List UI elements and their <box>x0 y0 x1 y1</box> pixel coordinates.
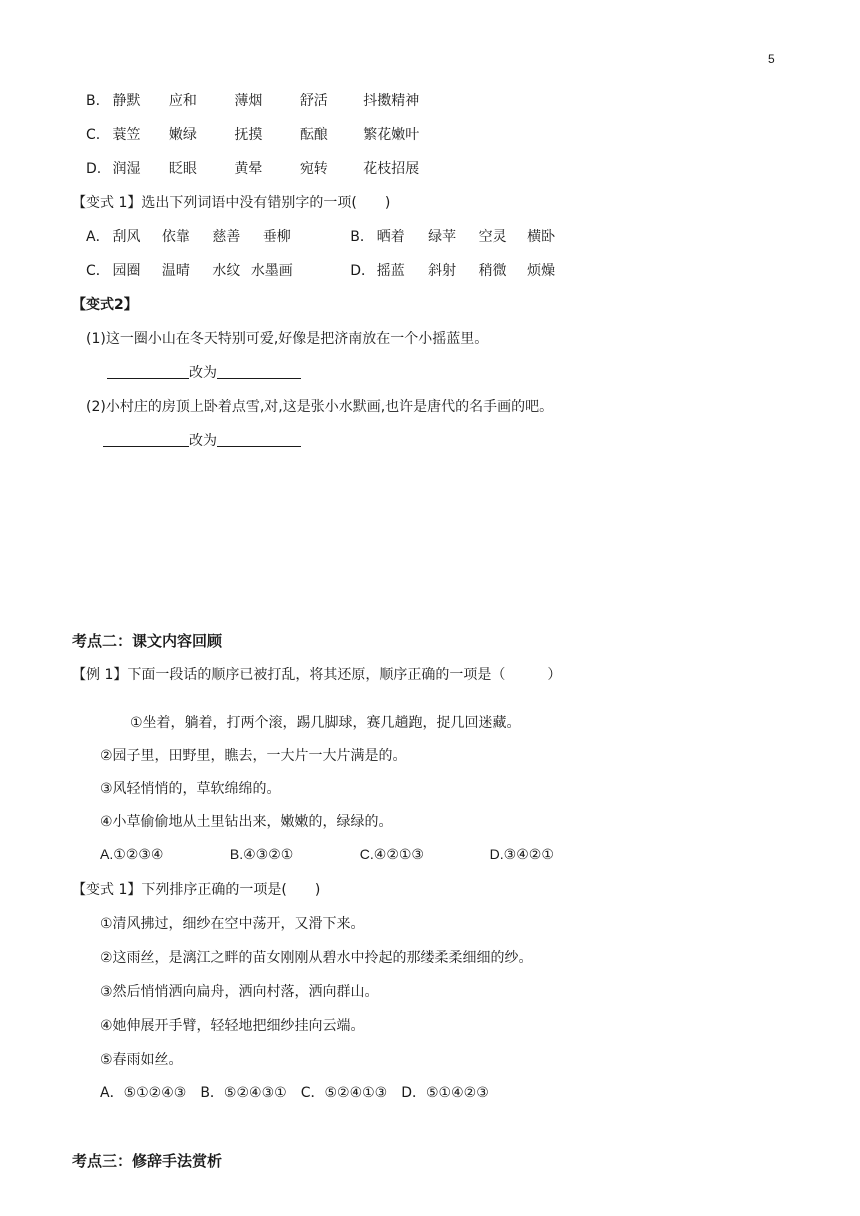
word: 静默 <box>112 93 141 109</box>
variant-title: 【变式 1】下列排序正确的一项是( ) <box>72 882 321 898</box>
option-label: B． <box>350 229 374 245</box>
word: 慈善 <box>212 229 241 245</box>
answer-blank[interactable] <box>217 364 301 379</box>
word: 繁花嫩叶 <box>363 127 420 143</box>
word: 水纹 <box>212 263 241 279</box>
variant1-title: 【变式 1】选出下列词语中没有错别字的一项( ) <box>72 195 391 211</box>
passage-line: ④她伸展开手臂，轻轻地把细纱挂向云端。 <box>100 1018 365 1034</box>
answer-blank[interactable] <box>103 432 189 447</box>
example-question: 【例 1】下面一段话的顺序已被打乱，将其还原，顺序正确的一项是（ ） <box>72 667 562 683</box>
option-label: B. <box>86 93 101 109</box>
word: 蓑笠 <box>112 127 141 143</box>
word: 晒着 <box>376 229 405 245</box>
passage-line: ⑤春雨如丝。 <box>100 1052 183 1068</box>
option-row <box>86 124 419 144</box>
word: 抖擞精神 <box>363 93 420 109</box>
answer-choices: A．⑤①②④③ B．⑤②④③① C．⑤②④①③ D．⑤①④②③ <box>100 1085 489 1101</box>
word: 薄烟 <box>234 93 263 109</box>
change-to-label: 改为 <box>189 365 217 381</box>
passage-line: ③然后悄悄洒向扁舟，洒向村落，洒向群山。 <box>100 984 379 1000</box>
answer-blank[interactable] <box>217 432 301 447</box>
passage-line: ①坐着，躺着，打两个滚，踢几脚球，赛几趟跑，捉几回迷藏。 <box>130 715 521 731</box>
passage-line: ②这雨丝，是漓江之畔的苗女刚刚从碧水中拎起的那缕柔柔细细的纱。 <box>100 950 533 966</box>
answer-choices <box>100 846 554 863</box>
choice: B.④③②① <box>229 846 294 862</box>
answer-line <box>103 430 301 450</box>
passage-line: ①清风拂过，细纱在空中荡开，又滑下来。 <box>100 916 365 932</box>
option-label: C. <box>86 127 101 143</box>
word: 斜射 <box>428 263 457 279</box>
word: 依靠 <box>161 229 190 245</box>
word: 酝酿 <box>299 127 328 143</box>
word: 园圈 <box>112 263 141 279</box>
word: 水墨画 <box>250 263 293 279</box>
option-row <box>86 158 419 178</box>
variant2-title: 【变式2】 <box>72 297 138 313</box>
word: 刮风 <box>112 229 141 245</box>
word: 眨眼 <box>168 161 197 177</box>
word: 宛转 <box>299 161 328 177</box>
option-label: D. <box>86 161 102 177</box>
choice: D.③④②① <box>489 846 554 862</box>
option-label: D． <box>350 263 376 279</box>
word: 摇蓝 <box>376 263 405 279</box>
variant2-sentence-2: (2)小村庄的房顶上卧着点雪,对,这是张小水默画,也许是唐代的名手画的吧。 <box>86 399 554 415</box>
word: 应和 <box>168 93 197 109</box>
word: 黄晕 <box>234 161 263 177</box>
word: 垂柳 <box>262 229 291 245</box>
word: 舒活 <box>299 93 328 109</box>
word: 横卧 <box>527 229 556 245</box>
word: 抚摸 <box>234 127 263 143</box>
page-number: 5 <box>768 52 775 66</box>
variant2-sentence-1: (1)这一圈小山在冬天特别可爱,好像是把济南放在一个小摇蓝里。 <box>86 331 489 347</box>
choice: C.④②①③ <box>359 846 424 862</box>
option-label: C． <box>86 263 110 279</box>
variant1-row <box>86 260 555 280</box>
change-to-label: 改为 <box>189 433 217 449</box>
passage-line: ③风轻悄悄的，草软绵绵的。 <box>100 781 281 797</box>
word: 嫩绿 <box>168 127 197 143</box>
word: 稍微 <box>478 263 507 279</box>
word: 花枝招展 <box>363 161 420 177</box>
word: 烦燥 <box>527 263 556 279</box>
passage-line: ②园子里，田野里，瞧去，一大片一大片满是的。 <box>100 748 407 764</box>
option-label: A． <box>86 229 110 245</box>
answer-blank[interactable] <box>107 364 189 379</box>
word: 润湿 <box>112 161 141 177</box>
passage-line: ④小草偷偷地从土里钻出来，嫩嫩的，绿绿的。 <box>100 814 393 830</box>
section-heading: 考点三：修辞手法赏析 <box>72 1152 223 1170</box>
option-row <box>86 90 419 110</box>
section-heading: 考点二：课文内容回顾 <box>72 632 223 650</box>
variant1-row <box>86 226 555 246</box>
word: 绿苹 <box>428 229 457 245</box>
answer-line <box>107 362 301 382</box>
word: 温晴 <box>161 263 190 279</box>
word: 空灵 <box>478 229 507 245</box>
choice: A.①②③④ <box>100 846 164 862</box>
